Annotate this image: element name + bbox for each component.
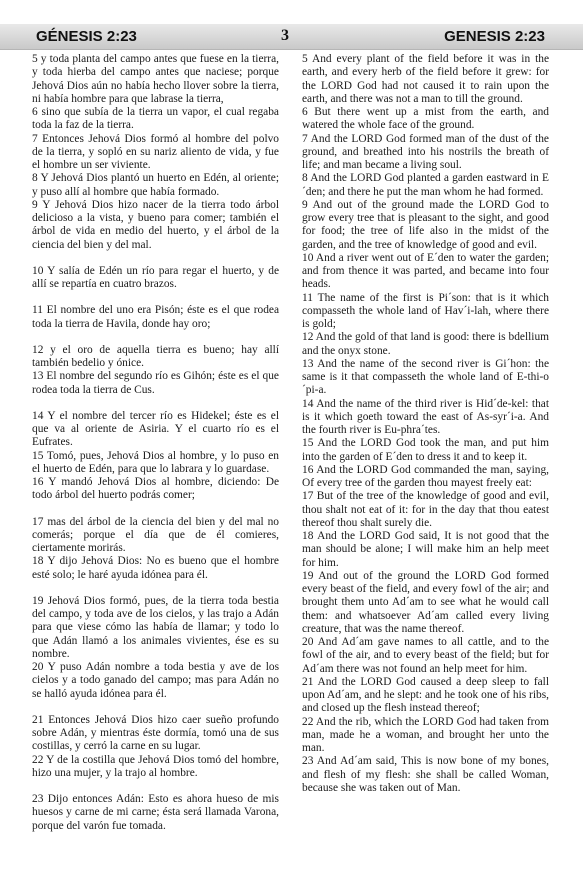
verse-en-6: 6 But there went up a mist from the earth, and watered the whole face of the ground. (302, 106, 549, 132)
verse-es-10: 10 Y salía de Edén un río para regar el huerto, y de allí se repartía en cuatro brazos. (32, 264, 279, 290)
verse-en-8: 8 And the LORD God planted a garden eastward in E´den; and there he put the man whom he had formed. (302, 172, 549, 198)
english-column (302, 53, 549, 795)
verse-es-13: 13 El nombre del segundo río es Gihón; éste es el que rodea toda la tierra de Cus. (32, 370, 279, 396)
page-header (0, 24, 583, 50)
verse-en-5: 5 And every plant of the field before it was in the earth, and every herb of the field before it grew: for the LORD God had not caused it to rain upon the earth, and there was not a man to till the ground. (302, 53, 549, 105)
verse-es-16: 16 Y mandó Jehová Dios al hombre, diciendo: De todo árbol del huerto podrás comer; (32, 476, 279, 502)
english-running-head: GENESIS 2:23 (444, 28, 545, 45)
verse-en-10: 10 And a river went out of E´den to water the garden; and from thence it was parted, and became into four heads. (302, 251, 549, 291)
verse-en-13: 13 And the name of the second river is Gi´hon: the same is it that compasseth the whole land of E-thi-o´pi-a. (302, 357, 549, 397)
verse-es-23: 23 Dijo entonces Adán: Esto es ahora hueso de mis huesos y carne de mi carne; ésta será llamada Varona, porque del varón fue tomada. (32, 793, 279, 832)
verse-es-15: 15 Tomó, pues, Jehová Dios al hombre, y lo puso en el huerto de Edén, para que lo labrara y lo guardase. (32, 449, 279, 475)
verse-es-20: 20 Y puso Adán nombre a toda bestia y ave de los cielos y a todo ganado del campo; mas para Adán no se halló ayuda idónea para él. (32, 661, 279, 700)
verse-es-18: 18 Y dijo Jehová Dios: No es bueno que el hombre esté solo; le haré ayuda idónea para él. (32, 555, 279, 581)
verse-en-17: 17 But of the tree of the knowledge of good and evil, thou shalt not eat of it: for in the day that thou eatest thereof thou shalt surely die. (302, 490, 549, 529)
verse-es-11: 11 El nombre del uno era Pisón; éste es el que rodea toda la tierra de Havila, donde hay oro; (32, 304, 279, 330)
verse-en-7: 7 And the LORD God formed man of the dust of the ground, and breathed into his nostrils the breath of life; and man became a living soul. (302, 132, 549, 171)
verse-en-9: 9 And out of the ground made the LORD God to grow every tree that is pleasant to the sight, and good for food; the tree of life also in the midst of the garden, and the tree of knowledge of good and evil. (302, 198, 549, 251)
verse-en-11: 11 The name of the first is Pi´son: that is it which compasseth the whole land of Hav´i-lah, where there is gold; (302, 291, 549, 330)
verse-es-8: 8 Y Jehová Dios plantó un huerto en Edén, al oriente; y puso allí al hombre que había formado. (32, 172, 279, 198)
verse-es-9: 9 Y Jehová Dios hizo nacer de la tierra todo árbol delicioso a la vista, y bueno para comer; también el árbol de vida en medio del huerto, y el árbol de la ciencia del bien y del mal. (32, 198, 279, 251)
verse-en-18: 18 And the LORD God said, It is not good that the man should be alone; I will make him an help meet for him. (302, 530, 549, 569)
verse-en-21: 21 And the LORD God caused a deep sleep to fall upon Ad´am, and he slept: and he took one of his ribs, and closed up the flesh instead thereof; (302, 675, 549, 715)
verse-en-14: 14 And the name of the third river is Hid´de-kel: that is it which goeth toward the east of As-syr´i-a. And the fourth river is Eu-phra´tes. (302, 397, 549, 436)
spanish-column (32, 53, 279, 833)
verse-en-12: 12 And the gold of that land is good: there is bdellium and the onyx stone. (302, 331, 549, 357)
verse-en-23: 23 And Ad´am said, This is now bone of my bones, and flesh of my flesh: she shall be called Woman, because she was taken out of Man. (302, 755, 549, 794)
verse-en-20: 20 And Ad´am gave names to all cattle, and to the fowl of the air, and to every beast of the field; but for Ad´am there was not found an help meet for him. (302, 636, 549, 675)
verse-en-19: 19 And out of the ground the LORD God formed every beast of the field, and every fowl of the air; and brought them unto Ad´am to see what he would call them: and whatsoever Ad´am called every living creature, that was the name thereof. (302, 569, 549, 635)
verse-en-22: 22 And the rib, which the LORD God had taken from man, made he a woman, and brought her unto the man. (302, 715, 549, 754)
spanish-running-head: GÉNESIS 2:23 (36, 28, 137, 45)
verse-en-16: 16 And the LORD God commanded the man, saying, Of every tree of the garden thou mayest freely eat: (302, 463, 549, 489)
page-number: 3 (281, 27, 289, 44)
verse-es-19: 19 Jehová Dios formó, pues, de la tierra toda bestia del campo, y toda ave de los cielos, y las trajo a Adán para que viese cómo las había de llamar; y todo lo que Adán llamó a los animales vivientes, ése es su nombre. (32, 594, 279, 660)
verse-es-5: 5 y toda planta del campo antes que fuese en la tierra, y toda hierba del campo antes que naciese; porque Jehová Dios aún no había hecho llover sobre la tierra, ni había hombre para que labrase la tierra, (32, 53, 279, 105)
verse-es-7: 7 Entonces Jehová Dios formó al hombre del polvo de la tierra, y sopló en su nariz aliento de vida, y fue el hombre un ser viviente. (32, 132, 279, 171)
verse-es-6: 6 sino que subía de la tierra un vapor, el cual regaba toda la faz de la tierra. (32, 106, 279, 132)
verse-es-17: 17 mas del árbol de la ciencia del bien y del mal no comerás; porque el día que de él comieres, ciertamente morirás. (32, 515, 279, 554)
verse-es-22: 22 Y de la costilla que Jehová Dios tomó del hombre, hizo una mujer, y la trajo al hombre. (32, 753, 279, 779)
verse-es-14: 14 Y el nombre del tercer río es Hidekel; éste es el que va al oriente de Asiria. Y el cuarto río es el Eufrates. (32, 409, 279, 449)
verse-es-21: 21 Entonces Jehová Dios hizo caer sueño profundo sobre Adán, y mientras éste dormía, tomó una de sus costillas, y cerró la carne en su lugar. (32, 713, 279, 753)
verse-es-12: 12 y el oro de aquella tierra es bueno; hay allí también bedelio y ónice. (32, 343, 279, 369)
verse-en-15: 15 And the LORD God took the man, and put him into the garden of E´den to dress it and to keep it. (302, 437, 549, 463)
